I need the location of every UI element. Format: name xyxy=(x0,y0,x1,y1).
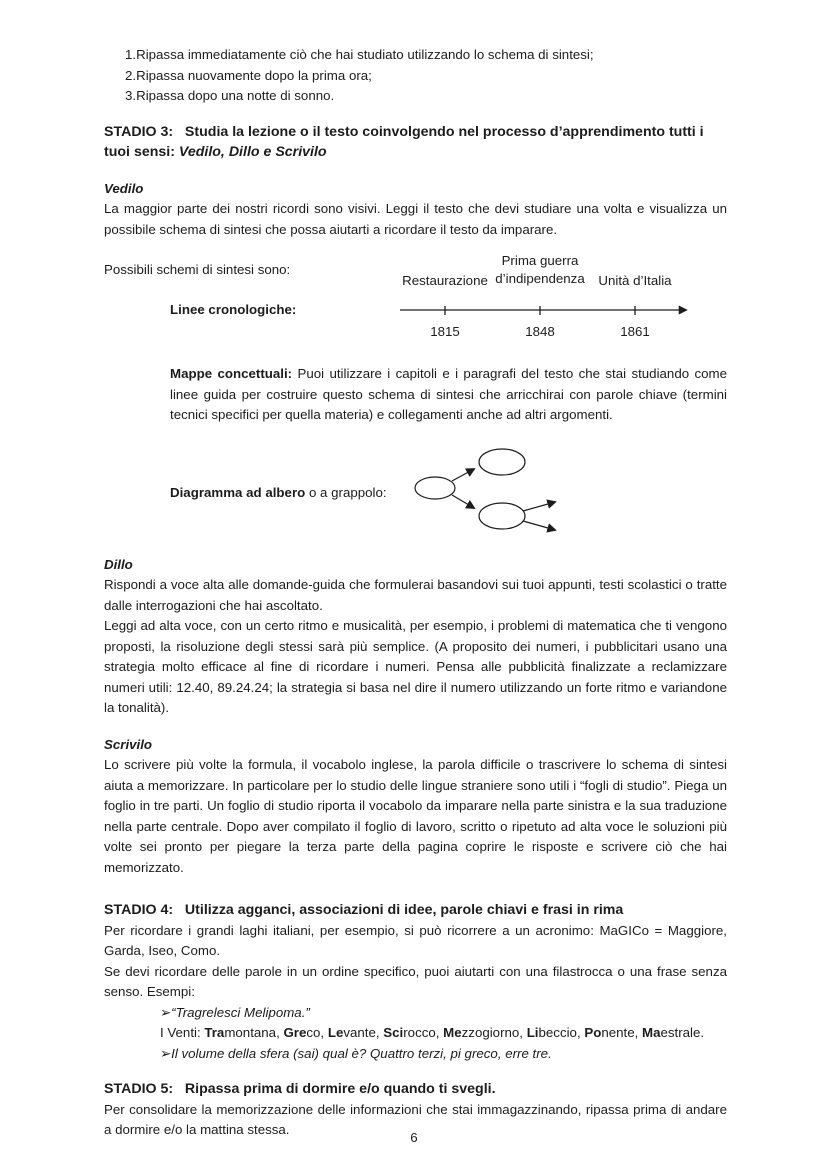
list-item: 1.Ripassa immediatamente ciò che hai studiato utilizzando lo schema di sintesi; xyxy=(125,47,594,62)
timeline-event-label: Unità d’Italia xyxy=(598,273,672,288)
timeline-year: 1861 xyxy=(620,324,650,339)
scrivilo-title: Scrivilo xyxy=(104,736,153,752)
stadio-4-paragraph-1: Per ricordare i grandi laghi italiani, per esempio, si può ricorrere a un acronimo: MaGICo = Maggiore, Garda, Iseo, Como. xyxy=(104,922,727,958)
stadio-5-paragraph: Per consolidare la memorizzazione delle informazioni che stai immagazzinando, ripassa prima di andare a dormire e/o la mattina stessa. xyxy=(104,1101,727,1137)
linee-cronologiche-label: Linee cronologiche: xyxy=(170,302,297,317)
mappe-concettuali-paragraph: Mappe concettuali: Puoi utilizzare i capitoli e i paragrafi del testo che stai studiando come linee guida per costruire questo schema di sintesi che arricchirai con parole chiave (termini tecnici specifici per quella materia) e collegamenti anche ad altri argomenti. xyxy=(170,366,727,422)
timeline-event-label: Prima guerra d’indipendenza xyxy=(495,253,585,286)
timeline-diagram xyxy=(104,248,727,350)
timeline-year: 1815 xyxy=(430,324,460,339)
timeline-event-label: Restaurazione xyxy=(402,273,488,288)
page-number: 6 xyxy=(410,1130,418,1145)
example-item: I Venti: Tramontana, Greco, Levante, Scirocco, Mezzogiorno, Libeccio, Ponente, Maestrale. xyxy=(160,1025,705,1040)
review-steps-list xyxy=(125,45,727,107)
timeline-year: 1848 xyxy=(525,324,555,339)
dillo-paragraph-2: Leggi ad alta voce, con un certo ritmo e musicalità, per esempio, i problemi di matematica che ti vengono proposti, la risoluzione degli stessi sarà più semplice. (A proposito dei numeri, i pubblicitari usano una strategia molto efficace al fine di ricordare i numeri. Pensa alle pubblicità finalizzate a reclamizzare numeri utili: 12.40, 89.24.24; la strategia si basa nel dire il numero utilizzando un forte ritmo e variandone la tonalità). xyxy=(104,618,727,715)
example-item: ➢“Tragrelesci Melipoma.” xyxy=(160,1004,310,1020)
list-item: 2.Ripassa nuovamente dopo la prima ora; xyxy=(125,67,372,83)
stadio-5-heading: STADIO 5: Ripassa prima di dormire e/o quando ti svegli. xyxy=(104,1081,496,1097)
list-item: 3.Ripassa dopo una notte di sonno. xyxy=(125,88,335,103)
diagramma-label: Diagramma ad albero o a grappolo: xyxy=(170,484,387,500)
dillo-title: Dillo xyxy=(104,556,133,572)
schemi-intro: Possibili schemi di sintesi sono: xyxy=(104,262,291,277)
dillo-paragraph-1: Rispondi a voce alta alle domande-guida che formulerai basandovi sui tuoi appunti, testi scolastici o tratte dalle interrogazioni che hai ascoltato. xyxy=(104,577,727,613)
diagramma-row xyxy=(170,446,727,541)
vedilo-paragraph: La maggior parte dei nostri ricordi sono visivi. Leggi il testo che devi studiare una volta e visualizza un possibile schema di sintesi che possa aiutarti a ricordare il testo da imparare. xyxy=(104,201,727,237)
stadio-4-paragraph-2: Se devi ricordare delle parole in un ordine specifico, puoi aiutarti con una filastrocca o una frase senza senso. Esempi: xyxy=(104,963,727,999)
timeline-axis xyxy=(394,302,704,318)
stadio-4-heading: STADIO 4: Utilizza agganci, associazioni di idee, parole chiavi e frasi in rima xyxy=(104,902,624,918)
cluster-diagram xyxy=(412,446,572,541)
example-item: ➢Il volume della sfera (sai) qual è? Quattro terzi, pi greco, erre tre. xyxy=(160,1045,552,1061)
stadio-3-heading: STADIO 3: Studia la lezione o il testo coinvolgendo nel processo d’apprendimento tutti i tuoi sensi: Vedilo, Dillo e Scrivilo xyxy=(104,123,704,160)
scrivilo-paragraph: Lo scrivere più volte la formula, il vocabolo inglese, la parola difficile o trascrivere lo schema di sintesi aiuta a memorizzare. In particolare per lo studio delle lingue straniere sono utili i “fogli di studio”. Piega un foglio in tre parti. Un foglio di studio riporta il vocabolo da imparare nella parte sinistra e la sua traduzione nella parte centrale. Dopo aver compilato il foglio di lavoro, scritto o ripetuto ad alta voce le soluzioni più volte sei pronto per piegare la terza parte della pagina coprire le risposte e scrivere ciò che hai memorizzato. xyxy=(104,757,727,875)
vedilo-title: Vedilo xyxy=(104,180,144,196)
